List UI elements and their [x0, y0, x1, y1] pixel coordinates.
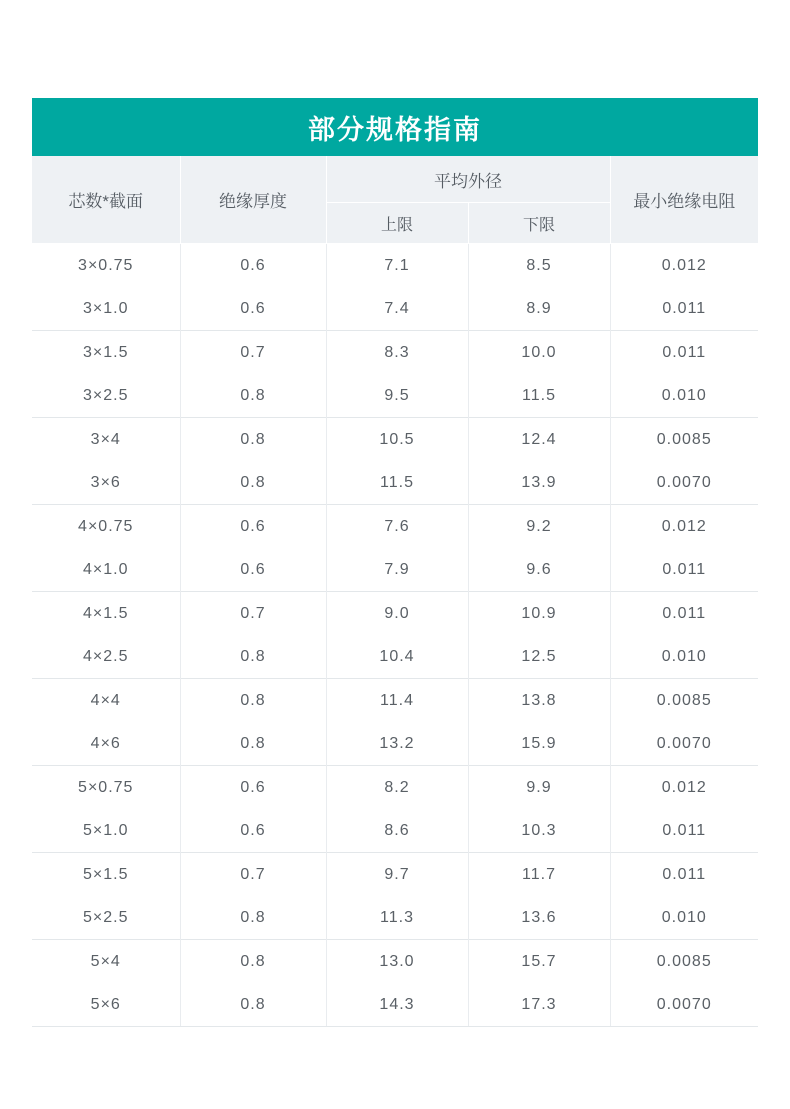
cell-od-lower: 9.2	[468, 505, 610, 549]
table-row	[32, 418, 758, 462]
table-row	[32, 983, 758, 1027]
cell-od-upper: 11.3	[326, 896, 468, 940]
cell-od-upper: 11.5	[326, 461, 468, 505]
cell-od-lower: 10.0	[468, 331, 610, 375]
cell-od-upper: 14.3	[326, 983, 468, 1027]
cell-thickness: 0.8	[180, 722, 326, 766]
table-row	[32, 287, 758, 331]
cell-od-lower: 8.9	[468, 287, 610, 331]
table-row	[32, 722, 758, 766]
cell-od-upper: 7.4	[326, 287, 468, 331]
cell-resistance: 0.0085	[610, 418, 758, 462]
cell-resistance: 0.011	[610, 809, 758, 853]
table-row	[32, 853, 758, 897]
cell-od-upper: 11.4	[326, 679, 468, 723]
table-row	[32, 374, 758, 418]
cell-od-lower: 10.9	[468, 592, 610, 636]
cell-thickness: 0.8	[180, 896, 326, 940]
cell-spec: 4×1.0	[32, 548, 180, 592]
cell-spec: 3×2.5	[32, 374, 180, 418]
cell-thickness: 0.7	[180, 853, 326, 897]
cell-spec: 3×1.0	[32, 287, 180, 331]
cell-spec: 5×1.0	[32, 809, 180, 853]
cell-od-upper: 13.2	[326, 722, 468, 766]
cell-thickness: 0.6	[180, 505, 326, 549]
cell-od-lower: 13.6	[468, 896, 610, 940]
cell-thickness: 0.7	[180, 331, 326, 375]
table-row	[32, 548, 758, 592]
table-row	[32, 766, 758, 810]
cell-thickness: 0.8	[180, 635, 326, 679]
cell-od-lower: 9.9	[468, 766, 610, 810]
header-min-insulation-resistance: 最小绝缘电阻	[610, 156, 758, 244]
cell-spec: 3×4	[32, 418, 180, 462]
header-row-top	[32, 156, 758, 203]
cell-od-lower: 13.9	[468, 461, 610, 505]
cell-thickness: 0.8	[180, 983, 326, 1027]
header-od-upper: 上限	[326, 203, 468, 244]
cell-thickness: 0.8	[180, 418, 326, 462]
table-title-row	[32, 98, 758, 156]
cell-od-upper: 8.6	[326, 809, 468, 853]
cell-resistance: 0.0085	[610, 940, 758, 984]
cell-thickness: 0.6	[180, 287, 326, 331]
cell-spec: 3×0.75	[32, 244, 180, 288]
cell-thickness: 0.8	[180, 940, 326, 984]
cell-spec: 4×1.5	[32, 592, 180, 636]
cell-od-upper: 9.5	[326, 374, 468, 418]
table-row	[32, 592, 758, 636]
cell-od-upper: 8.2	[326, 766, 468, 810]
cell-resistance: 0.011	[610, 548, 758, 592]
cell-thickness: 0.6	[180, 809, 326, 853]
cell-od-upper: 13.0	[326, 940, 468, 984]
cell-spec: 3×1.5	[32, 331, 180, 375]
cell-thickness: 0.8	[180, 374, 326, 418]
cell-resistance: 0.0070	[610, 461, 758, 505]
table-row	[32, 331, 758, 375]
cell-od-upper: 7.6	[326, 505, 468, 549]
cell-resistance: 0.010	[610, 635, 758, 679]
table-row	[32, 244, 758, 288]
cell-od-lower: 11.5	[468, 374, 610, 418]
table-row	[32, 679, 758, 723]
table-row	[32, 461, 758, 505]
cell-resistance: 0.0070	[610, 983, 758, 1027]
cell-spec: 5×0.75	[32, 766, 180, 810]
cell-od-upper: 7.1	[326, 244, 468, 288]
cell-resistance: 0.0070	[610, 722, 758, 766]
cell-od-lower: 10.3	[468, 809, 610, 853]
cell-od-upper: 7.9	[326, 548, 468, 592]
cell-thickness: 0.6	[180, 244, 326, 288]
cell-od-upper: 8.3	[326, 331, 468, 375]
cell-spec: 5×1.5	[32, 853, 180, 897]
cell-thickness: 0.6	[180, 766, 326, 810]
cell-spec: 5×2.5	[32, 896, 180, 940]
cell-resistance: 0.010	[610, 896, 758, 940]
spec-table-container	[32, 98, 758, 1027]
cell-od-lower: 11.7	[468, 853, 610, 897]
header-average-outer-diameter: 平均外径	[326, 156, 610, 203]
cell-od-lower: 12.4	[468, 418, 610, 462]
cell-spec: 5×4	[32, 940, 180, 984]
table-row	[32, 940, 758, 984]
cell-resistance: 0.012	[610, 766, 758, 810]
spec-table	[32, 98, 758, 1027]
cell-thickness: 0.8	[180, 461, 326, 505]
cell-spec: 4×2.5	[32, 635, 180, 679]
cell-spec: 4×4	[32, 679, 180, 723]
table-row	[32, 809, 758, 853]
header-insulation-thickness: 绝缘厚度	[180, 156, 326, 244]
cell-spec: 5×6	[32, 983, 180, 1027]
cell-resistance: 0.011	[610, 853, 758, 897]
cell-resistance: 0.0085	[610, 679, 758, 723]
cell-spec: 3×6	[32, 461, 180, 505]
cell-od-lower: 9.6	[468, 548, 610, 592]
cell-od-lower: 15.7	[468, 940, 610, 984]
table-title: 部分规格指南	[32, 98, 758, 156]
table-row	[32, 896, 758, 940]
table-body	[32, 244, 758, 1027]
table-row	[32, 505, 758, 549]
cell-od-lower: 17.3	[468, 983, 610, 1027]
header-od-lower: 下限	[468, 203, 610, 244]
cell-spec: 4×0.75	[32, 505, 180, 549]
cell-resistance: 0.011	[610, 592, 758, 636]
table-row	[32, 635, 758, 679]
cell-spec: 4×6	[32, 722, 180, 766]
cell-od-lower: 15.9	[468, 722, 610, 766]
cell-od-upper: 10.5	[326, 418, 468, 462]
cell-od-upper: 9.7	[326, 853, 468, 897]
cell-resistance: 0.012	[610, 505, 758, 549]
table-header	[32, 98, 758, 244]
cell-thickness: 0.8	[180, 679, 326, 723]
cell-resistance: 0.011	[610, 331, 758, 375]
cell-resistance: 0.010	[610, 374, 758, 418]
header-core-section: 芯数*截面	[32, 156, 180, 244]
cell-thickness: 0.6	[180, 548, 326, 592]
cell-od-lower: 8.5	[468, 244, 610, 288]
cell-resistance: 0.012	[610, 244, 758, 288]
cell-od-lower: 13.8	[468, 679, 610, 723]
cell-od-lower: 12.5	[468, 635, 610, 679]
cell-od-upper: 10.4	[326, 635, 468, 679]
cell-thickness: 0.7	[180, 592, 326, 636]
cell-resistance: 0.011	[610, 287, 758, 331]
cell-od-upper: 9.0	[326, 592, 468, 636]
